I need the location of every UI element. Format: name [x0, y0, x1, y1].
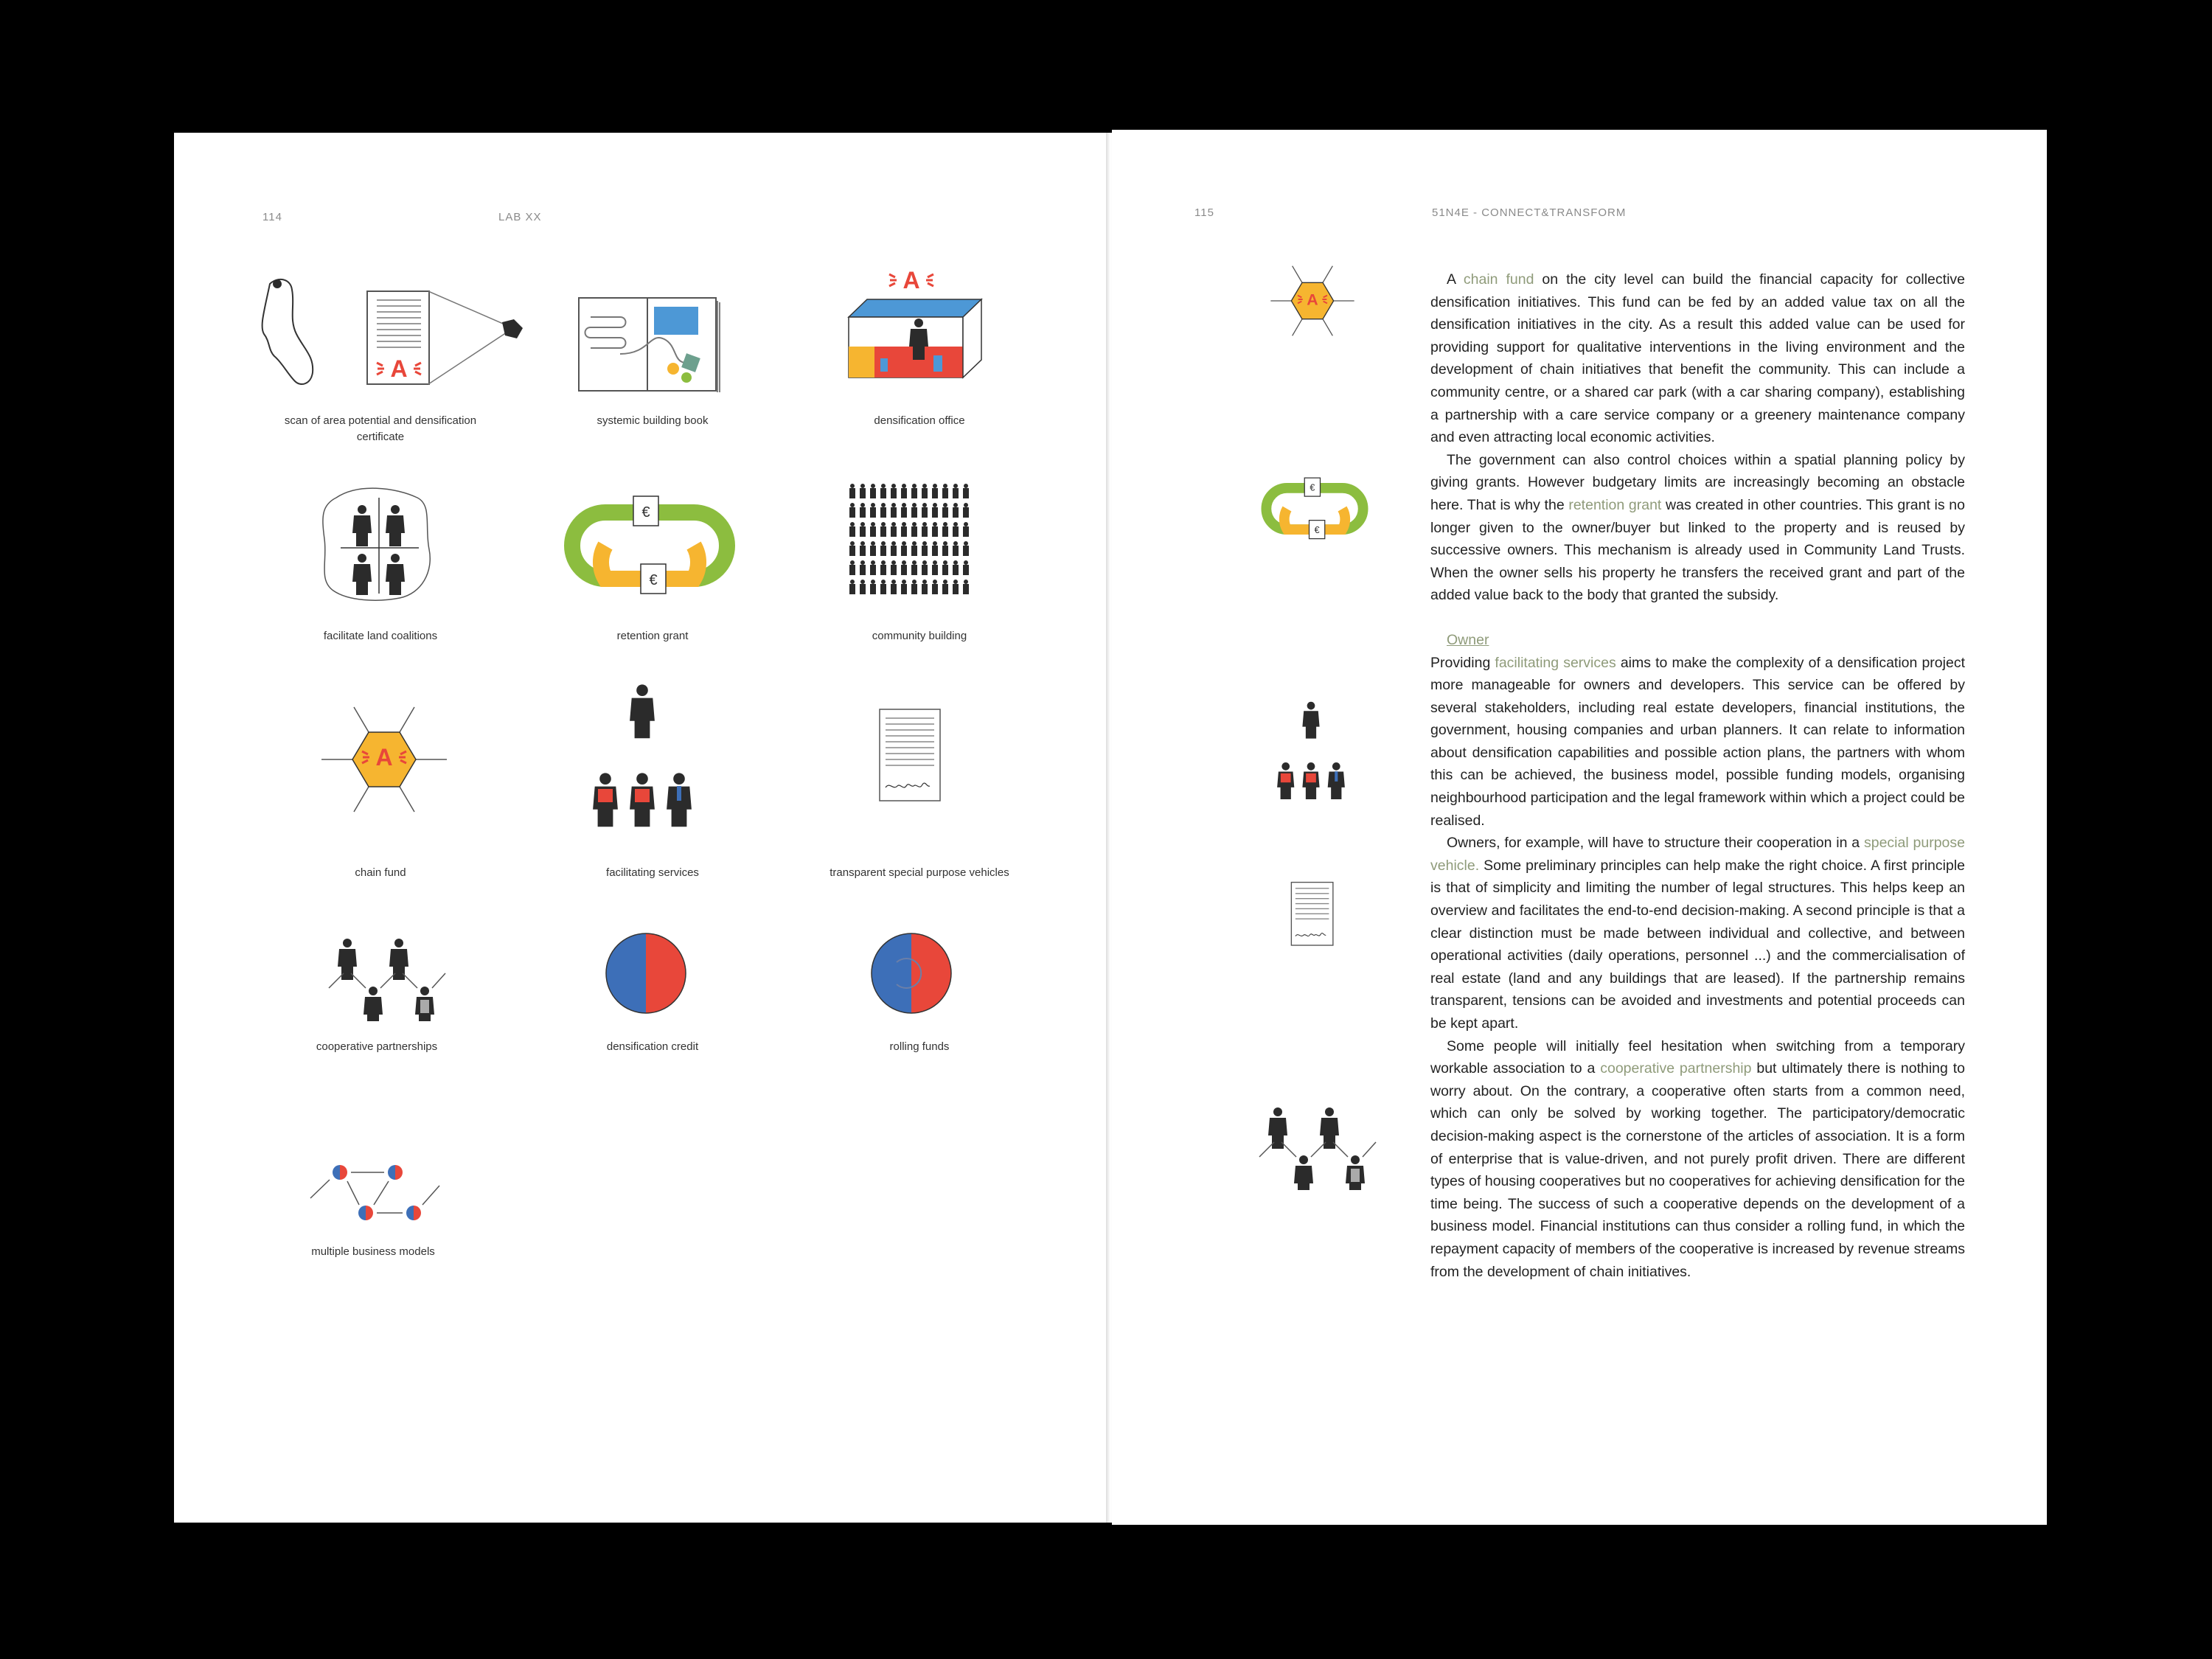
- running-head: 51N4E - CONNECT&TRANSFORM: [1432, 206, 1627, 219]
- book-icon: [576, 295, 723, 398]
- paragraph: Some people will initially feel hesitation when switching from a temporary workable association to a cooperative partnership but ultimately there is nothing to worry about. On the contrary, a cooperative often starts from a common need, which can only be solved by working together. The participatory/democratic decision-making aspect is the cornerstone of the articles of association. It is a form of enterprise that is value-driven, and not purely profit driven. There are different types of housing cooperatives but no cooperatives for achieving densification for the time being. The success of such a cooperative depends on the development of a business model. Financial institutions can thus consider a rolling fund, in which the repayment capacity of members of the cooperative is increased by revenue streams from the development of chain initiatives.: [1430, 1037, 1965, 1280]
- caption: scan of area potential and densification certificate: [284, 414, 477, 443]
- rolling-funds-icon: [867, 929, 956, 1018]
- page-number: 114: [262, 211, 282, 223]
- euro-icon: €: [1314, 525, 1320, 536]
- caption: chain fund: [355, 866, 406, 879]
- euro-icon: €: [1310, 482, 1315, 493]
- certificate-icon: [369, 291, 546, 394]
- caption: community building: [872, 630, 967, 642]
- business-models-icon: [303, 1150, 451, 1239]
- paragraph: A chain fund on the city level can build the financial capacity for collective densification initiatives. This fund can be fed by an added value tax on all the densification initiatives in the city. As a result this added value can be used for providing support for qualitative interventions in the living environment and the development of chain initiatives that benefit the community. This can include a community centre, or a shared car park (with a car sharing company), establishing a partnership with a care service company or a greenery maintenance company and even attracting local economic activities.: [1430, 271, 1965, 446]
- retention-grant-icon: [1259, 472, 1370, 546]
- term-link: chain fund: [1463, 271, 1534, 288]
- document-icon: [1290, 880, 1336, 948]
- caption: cooperative partnerships: [316, 1040, 438, 1053]
- left-page: [174, 133, 1110, 1523]
- paragraph: The government can also control choices within a spatial planning policy by giving grants. However budgetary limits are increasingly becoming an obstacle here. That is why the retention grant was created in other countries. This grant is no longer given to the owner/buyer but linked to the property and is reused by successive owners. This mechanism is already used in Community Land Trusts. When the owner sells his property he transfers the received grant and part of the added value back to the body that granted the subsidy.: [1430, 451, 1965, 604]
- right-page: [1112, 130, 2047, 1525]
- credit-icon: [602, 929, 690, 1018]
- euro-icon: €: [649, 572, 658, 588]
- land-coalition-icon: [321, 483, 439, 608]
- office-icon: [838, 265, 992, 398]
- term-link: cooperative partnership: [1600, 1060, 1752, 1077]
- caption: transparent special purpose vehicles: [830, 866, 1009, 879]
- running-head: LAB XX: [498, 211, 542, 223]
- paragraph: Providing facilitating services aims to make the complexity of a densification project more manageable for owners and developers. This service can be offered by several stakeholders, including real estate developers, financial institutions, the government, housing companies and urban planners. It can relate to information about densification capabilities and possible action plans, the partners with whom this can be achieved, the business model, possible funding models, organising neighbourhood participation and the legal framework within which a project could be realised.: [1430, 654, 1965, 829]
- document-icon: [878, 708, 945, 804]
- chain-fund-icon: [1268, 264, 1357, 338]
- cooperative-icon: [314, 933, 447, 1021]
- caption: densification credit: [606, 1040, 699, 1053]
- facilitating-services-icon: [1270, 698, 1352, 804]
- euro-icon: €: [641, 504, 650, 521]
- term-link: special purpose vehicle.: [1430, 835, 1965, 874]
- chain-fund-icon: [321, 704, 447, 815]
- caption: systemic building book: [597, 414, 709, 427]
- body-text: [1430, 268, 1965, 1283]
- paragraph: Owners, for example, will have to structure their cooperation in a special purpose vehicle. Some preliminary principles can help make the right choice. A first principle is that of simplicity and limiting the number of legal structures. This helps keep an overview and facilitates the end-to-end decision-making. A second principle is that a clear distinction must be made between individual and collective, and between operational activities (daily operations, personnel ...) and the commercialisation of real estate (land and any buildings that are leased). If the partnership remains transparent, tensions can be avoided and investments and potential proceeds can be kept apart.: [1430, 835, 1965, 1032]
- page-number: 115: [1194, 206, 1214, 219]
- cooperative-icon: [1245, 1102, 1377, 1190]
- term-link: retention grant: [1568, 496, 1662, 513]
- community-icon: [849, 479, 974, 605]
- caption: retention grant: [616, 630, 689, 642]
- term-link: facilitating services: [1495, 654, 1616, 671]
- facilitating-services-icon: [583, 678, 701, 833]
- caption: facilitating services: [606, 866, 699, 879]
- caption: multiple business models: [311, 1245, 435, 1258]
- retention-grant-icon: [561, 490, 738, 601]
- caption: densification office: [874, 414, 965, 427]
- caption: rolling funds: [889, 1040, 950, 1053]
- caption: facilitate land coalitions: [323, 630, 438, 642]
- subheading: Owner: [1447, 631, 1489, 648]
